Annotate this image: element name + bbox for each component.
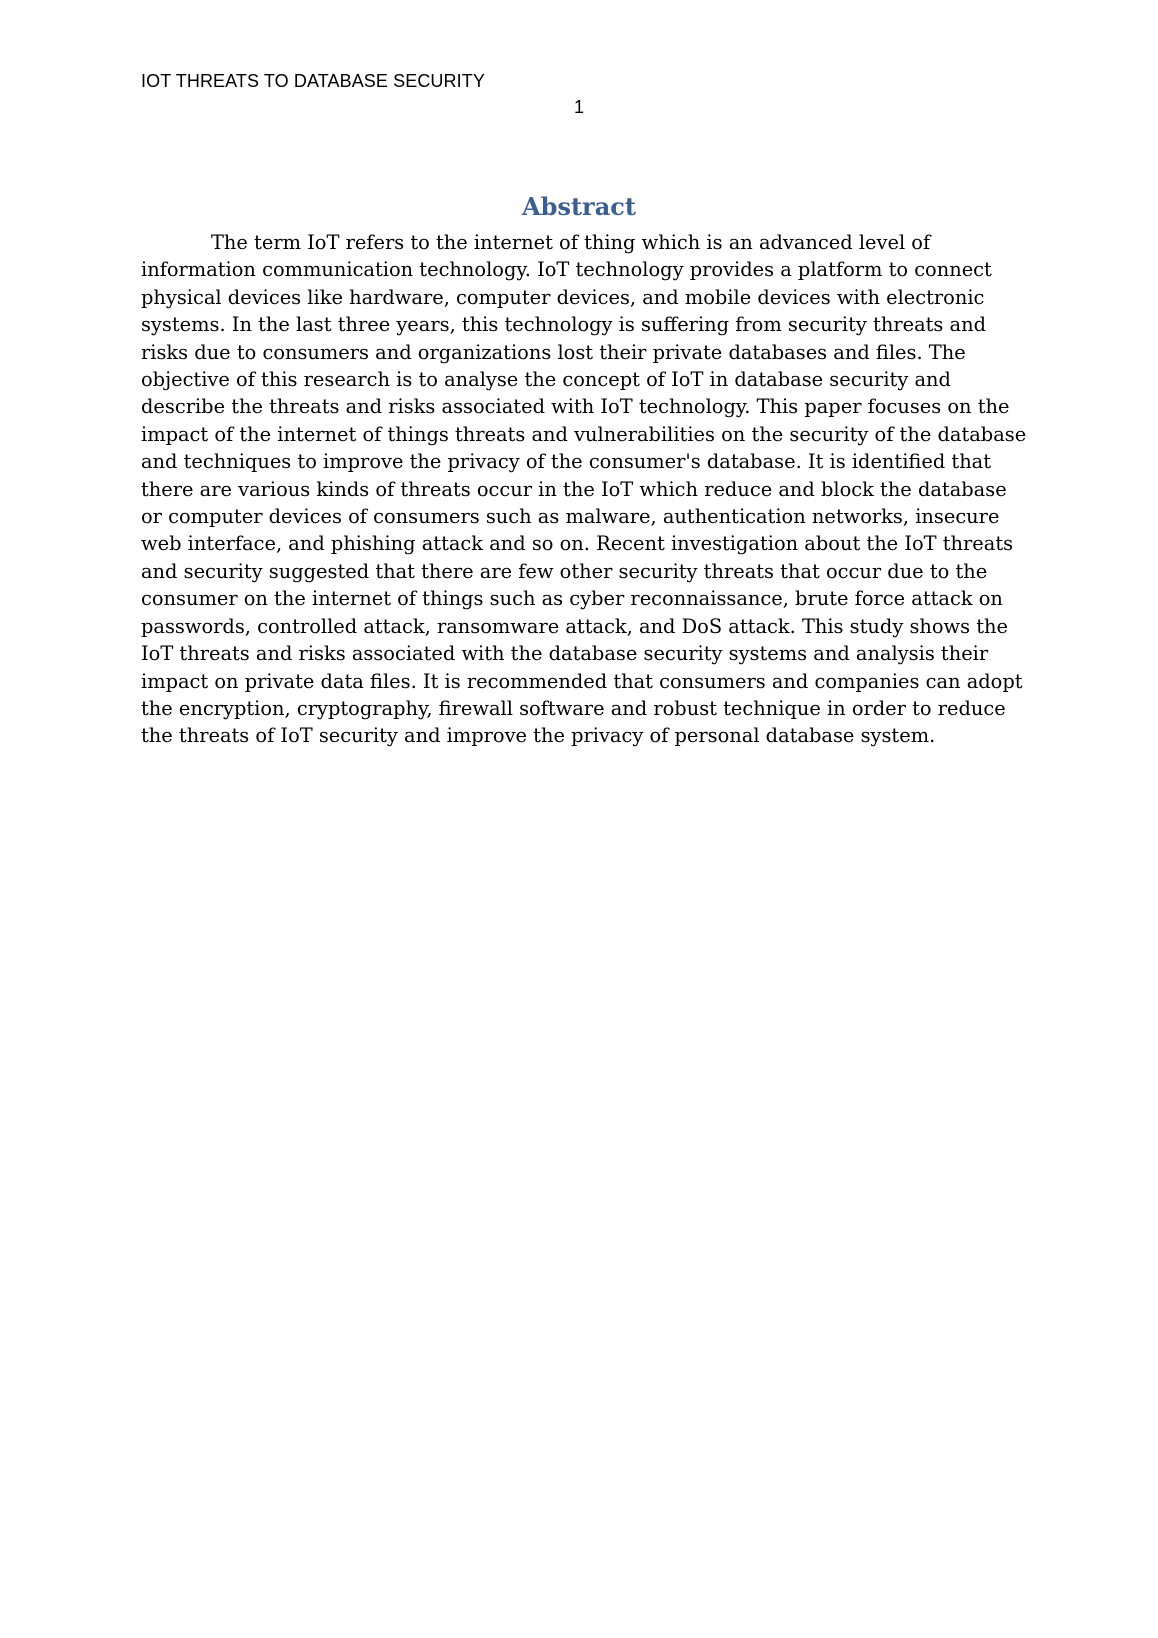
abstract-title: Abstract xyxy=(522,192,636,221)
page-number: 1 xyxy=(573,97,584,117)
running-head: IOT THREATS TO DATABASE SECURITY xyxy=(141,71,485,91)
abstract-paragraph: The term IoT refers to the internet of thing which is an advanced level of information communication technology. IoT technology provides a platform to connect physical devices like hardware, computer devices, and mobile devices with electronic systems. In the last three years, this technology is suffering from security threats and risks due to consumers and organizations lost their private databases and files. The objective of this research is to analyse the concept of IoT in database security and describe the threats and risks associated with IoT technology. This paper focuses on the impact of the internet of things threats and vulnerabilities on the security of the database and techniques to improve the privacy of the consumer's database. It is identified that there are various kinds of threats occur in the IoT which reduce and block the database or computer devices of consumers such as malware, authentication networks, insecure web interface, and phishing attack and so on. Recent investigation about the IoT threats and security suggested that there are few other security threats that occur due to the consumer on the internet of things such as cyber reconnaissance, brute force attack on passwords, controlled attack, ransomware attack, and DoS attack. This study shows the IoT threats and risks associated with the database security systems and analysis their impact on private data files. It is recommended that consumers and companies can adopt the encryption, cryptography, firewall software and robust technique in order to reduce the threats of IoT security and improve the privacy of personal database system. xyxy=(141,231,1027,748)
